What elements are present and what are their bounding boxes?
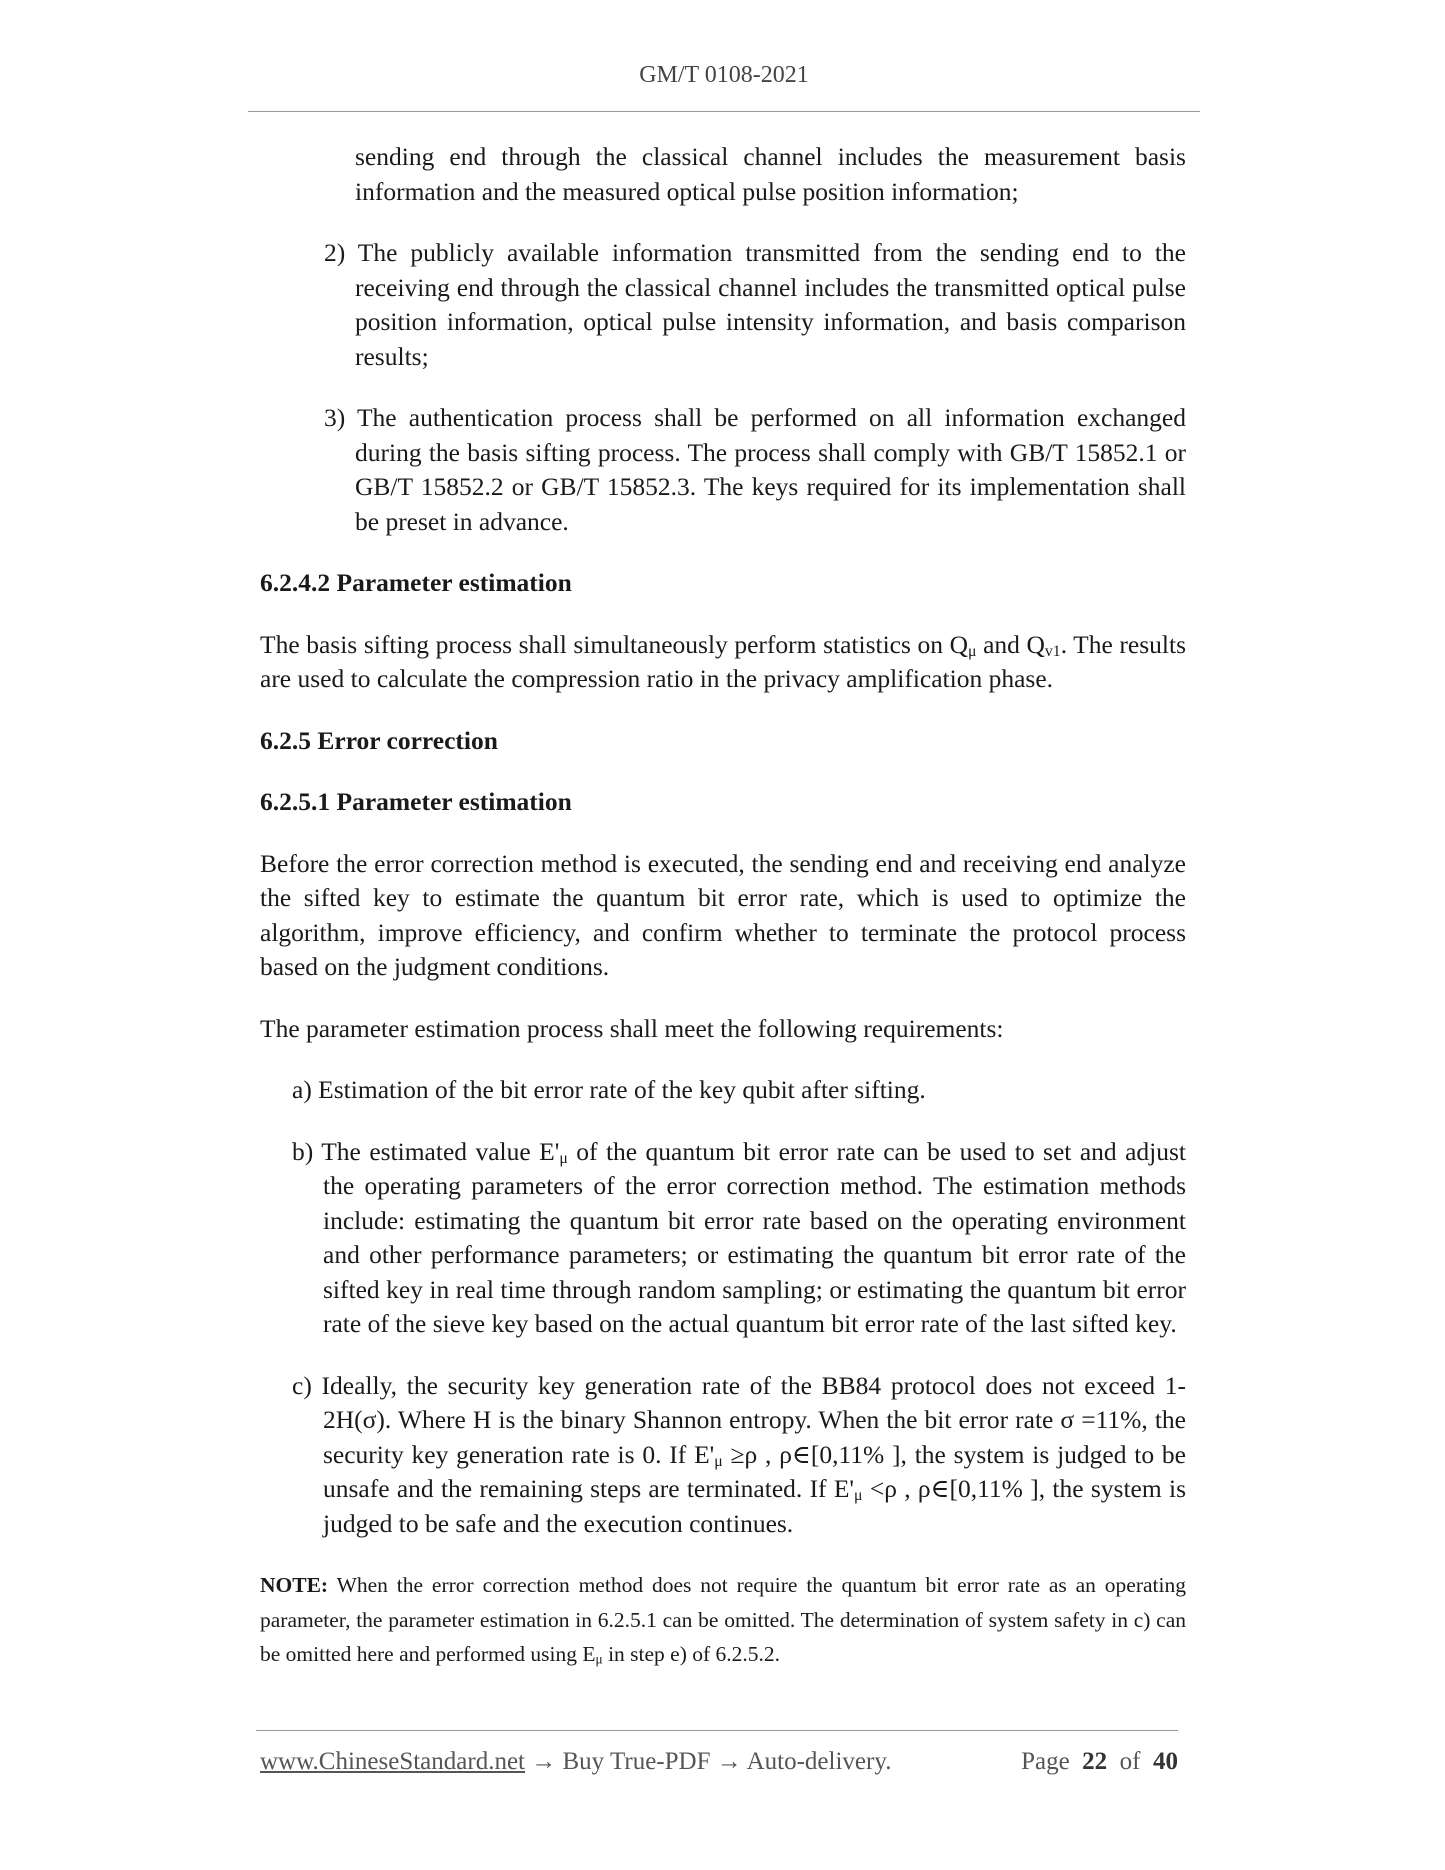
paragraph-statistics: The basis sifting process shall simultaneously perform statistics on $Q_\mu$ and $Q_{v1}$. The results are used to calculate the compression ratio in the privacy amplification phase. <box>260 629 1186 693</box>
list-item-a: a) Estimation of the bit error rate of the key qubit after sifting. <box>292 1075 926 1104</box>
heading-6-2-5: 6.2.5 Error correction <box>260 725 498 755</box>
heading-6-2-4-2: 6.2.4.2 Parameter estimation <box>260 568 572 597</box>
note-paragraph: NOTE: When the error correction method does not require the quantum bit error rate as an operating parameter, the parameter estimation in 6.2.5.1 can be omitted. The determination of system safety in c) can be omitted here and performed using $E_\mu$ in step e) of 6.2.5.2. <box>260 1573 1186 1667</box>
list-item-c: c) Ideally, the security key generation rate of the BB84 protocol does not exceed 1-2H(σ). Where H is the binary Shannon entropy. When the bit error rate σ =11%, the security key generation rate is 0. If $E'_\mu \ge\rho$ , ρ∈[0,11% ], the system is judged to be unsafe and the remaining steps are terminated. If $E'_\mu <\rho$ , ρ∈[0,11% ], the system is judged to be safe and the execution continues. <box>292 1370 1186 1538</box>
footer-promo: www.ChineseStandard.net → Buy True-PDF → Auto-delivery. <box>260 1748 892 1775</box>
page-header: GM/T 0108-2021 <box>639 62 809 88</box>
footer-divider <box>256 1730 1178 1731</box>
website-link[interactable]: www.ChineseStandard.net <box>260 1748 525 1775</box>
heading-6-2-5-1: 6.2.5.1 Parameter estimation <box>260 787 572 816</box>
paragraph-before-correction: Before the error correction method is executed, the sending end and receiving end analyze the sifted key to estimate the quantum bit error rate, which is used to optimize the algorithm, improve efficiency, and confirm whether to terminate the protocol process based on the judgment conditions. <box>260 848 1186 981</box>
list-item-3: 3) The authentication process shall be performed on all information exchanged during the basis sifting process. The process shall comply with GB/T 15852.1 or GB/T 15852.2 or GB/T 15852.3. The keys required for its implementation shall be preset in advance. <box>324 403 1186 536</box>
header-divider <box>248 111 1200 112</box>
list-item-2: 2) The publicly available information transmitted from the sending end to the receiving end through the classical channel includes the transmitted optical pulse position information, optical pulse intensity information, and basis comparison results; <box>324 238 1186 371</box>
paragraph-requirements-intro: The parameter estimation process shall meet the following requirements: <box>260 1013 1004 1043</box>
document-body <box>260 140 1186 1699</box>
continued-list-text: sending end through the classical channel includes the measurement basis information and the measured optical pulse position information; <box>355 142 1186 206</box>
list-item-b: b) The estimated value $E'_\mu$ of the quantum bit error rate can be used to set and adjust the operating parameters of the error correction method. The estimation methods include: estimating the quantum bit error rate based on the operating environment and other performance parameters; or estimating the quantum bit error rate of the sifted key in real time through random sampling; or estimating the quantum bit error rate of the sieve key based on the actual quantum bit error rate of the last sifted key. <box>292 1136 1186 1338</box>
note-label: NOTE: <box>260 1573 329 1597</box>
page-number: Page 22 of 40 <box>1021 1748 1178 1775</box>
page-footer <box>260 1748 1178 1776</box>
